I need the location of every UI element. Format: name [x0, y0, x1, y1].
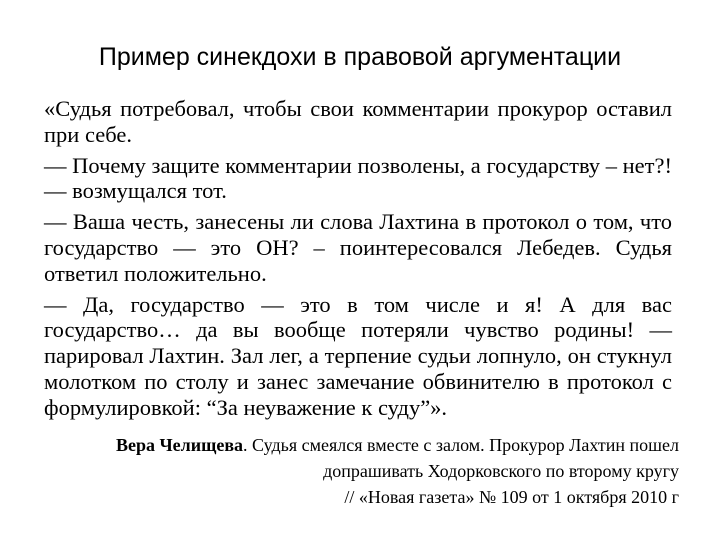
source-credit-text: . Судья смеялся вместе с залом. Прокурор Лахтин пошел: [243, 435, 679, 455]
source-author: Вера Челищева: [115, 435, 244, 455]
quote-paragraph: — Почему защите комментарии позволены, а государству – нет?! — возмущался тот.: [44, 152, 672, 204]
source-block: [44, 432, 679, 510]
quote-paragraph: «Судья потребовал, чтобы свои комментарии прокурор оставил при себе.: [44, 96, 672, 147]
source-credit-line: [44, 432, 679, 458]
quote-body: [44, 96, 672, 426]
quote-paragraph: — Да, государство — это в том числе и я! А для вас государство… да вы вообще потеряли чувство родины! — парировал Лахтин. Зал лег, а терпение судьи лопнуло, он стукнул молотком по столу и занес замечание обвинителю в протокол с формулировкой: “За неуважение к суду”».: [44, 291, 672, 420]
source-credit-line-2: допрашивать Ходорковского по второму кругу: [323, 461, 679, 481]
slide-title: Пример синекдохи в правовой аргументации: [98, 43, 622, 71]
source-citation: // «Новая газета» № 109 от 1 октября 2010 г: [344, 487, 679, 507]
quote-paragraph: — Ваша честь, занесены ли слова Лахтина в протокол о том, что государство — это ОН? – поинтересовался Лебедев. Судья ответил положительно.: [44, 209, 672, 286]
